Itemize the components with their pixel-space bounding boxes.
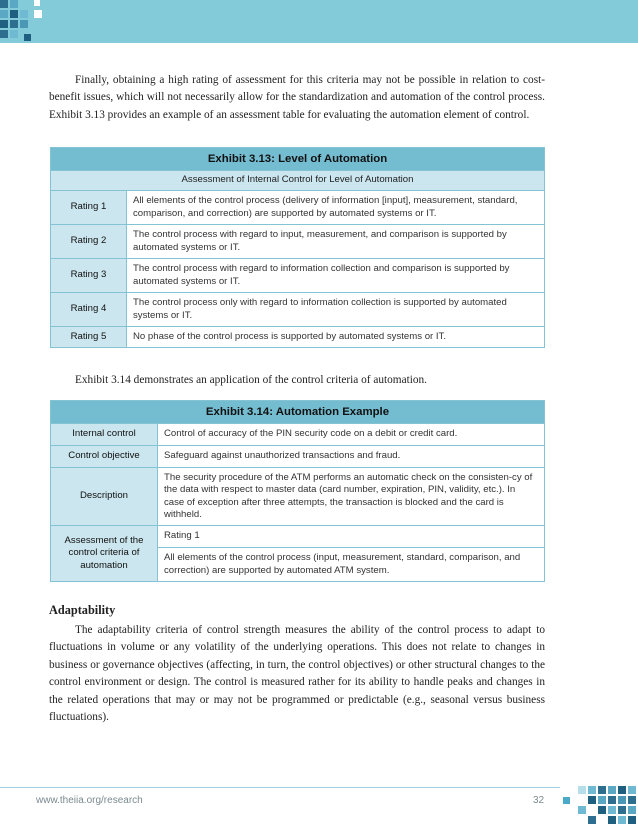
row-label: Rating 5: [51, 327, 127, 348]
exhibit-3-14-table: [50, 400, 545, 582]
table-row: [51, 424, 545, 446]
assessment-label: Assessment of the control criteria of automation: [51, 526, 158, 582]
decor-square: [578, 806, 586, 814]
row-label: Rating 4: [51, 293, 127, 327]
row-label: Rating 1: [51, 191, 127, 225]
decor-square: [0, 20, 8, 28]
decor-square: [598, 806, 606, 814]
decor-square: [618, 786, 626, 794]
table-row: [51, 293, 545, 327]
row-label: Internal control: [51, 424, 158, 446]
table-row: [51, 468, 545, 526]
exhibit-3-13-title: Exhibit 3.13: Level of Automation: [51, 148, 545, 171]
row-text: The control process with regard to information collection and comparison is supported by automated systems or IT.: [127, 259, 545, 293]
row-text: The security procedure of the ATM performs an automatic check on the consisten-cy of the data with respect to master data (card number, expiration, PIN, validity, etc.). In case of exception after three attempts, the transaction is blocked and the card is withheld.: [158, 468, 545, 526]
decor-square: [628, 816, 636, 824]
decor-square: [598, 786, 606, 794]
decor-square: [618, 796, 626, 804]
decor-square: [618, 816, 626, 824]
decor-square: [34, 0, 40, 6]
decor-square: [10, 10, 18, 18]
mid-paragraph: Exhibit 3.14 demonstrates an application of the control criteria of automation.: [75, 374, 427, 386]
row-text: The control process with regard to input, measurement, and comparison is supported by automated systems or IT.: [127, 225, 545, 259]
decor-square: [608, 816, 616, 824]
table-row: [51, 191, 545, 225]
row-text: Safeguard against unauthorized transactions and fraud.: [158, 446, 545, 468]
exhibit-3-13-table: [50, 147, 545, 348]
header-bar: [0, 0, 638, 43]
decor-square: [628, 806, 636, 814]
decor-square: [608, 806, 616, 814]
row-label: Description: [51, 468, 158, 526]
decor-square: [24, 34, 31, 41]
decor-square: [10, 0, 18, 8]
decor-square: [10, 30, 18, 38]
decor-square: [598, 796, 606, 804]
decor-square: [588, 816, 596, 824]
assessment-text: All elements of the control process (input, measurement, standard, comparison, and correction) are supported by automated ATM system.: [158, 548, 545, 582]
table-row: [51, 225, 545, 259]
table-row: [51, 446, 545, 468]
row-text: All elements of the control process (delivery of information [input], measurement, standard, comparison, and correction) are supported by automated systems or IT.: [127, 191, 545, 225]
decor-square: [618, 806, 626, 814]
row-text: No phase of the control process is supported by automated systems or IT.: [127, 327, 545, 348]
page-number: 32: [533, 795, 545, 806]
exhibit-3-14-title: Exhibit 3.14: Automation Example: [51, 401, 545, 424]
table-row: [51, 327, 545, 348]
decor-square: [608, 786, 616, 794]
row-text: Control of accuracy of the PIN security code on a debit or credit card.: [158, 424, 545, 446]
table-row: [51, 259, 545, 293]
row-label: Control objective: [51, 446, 158, 468]
section-heading: Adaptability: [49, 603, 116, 617]
decor-square: [628, 796, 636, 804]
decor-square: [563, 797, 570, 804]
decor-square: [34, 10, 42, 18]
decor-square: [0, 30, 8, 38]
decor-square: [0, 10, 8, 18]
footer-divider: [0, 787, 560, 788]
adaptability-paragraph: The adaptability criteria of control strength measures the ability of the control process to adapt to fluctuations in volume or any volatility of the underlying operations. This does not relate to changes in business or governance objectives (affecting, in turn, the control objectives) or other structural changes to the control environment or design. The control is measured rather for its ability to handle peaks and changes in the related operations that may or may not be programmed or predictable (e.g., seasonal versus business fluctuations).: [49, 624, 545, 724]
assessment-rating: Rating 1: [158, 526, 545, 548]
decor-square: [20, 20, 28, 28]
decor-square: [628, 786, 636, 794]
decor-square: [20, 10, 28, 18]
decor-square: [10, 20, 18, 28]
decor-square: [578, 786, 586, 794]
decor-square: [608, 796, 616, 804]
intro-paragraph: Finally, obtaining a high rating of assessment for this criteria may not be possible in relation to cost-benefit issues, which will not necessarily allow for the standardization and automation of the control process. Exhibit 3.13 provides an example of an assessment table for evaluating the automation element of control.: [49, 74, 545, 121]
decor-square: [588, 786, 596, 794]
exhibit-3-13-subtitle: Assessment of Internal Control for Level of Automation: [51, 171, 545, 191]
row-label: Rating 2: [51, 225, 127, 259]
footer-url: www.theiia.org/research: [36, 795, 143, 806]
table-row: [51, 526, 545, 548]
decor-square: [588, 796, 596, 804]
row-text: The control process only with regard to information collection is supported by automated systems or IT.: [127, 293, 545, 327]
row-label: Rating 3: [51, 259, 127, 293]
decor-square: [0, 0, 8, 8]
